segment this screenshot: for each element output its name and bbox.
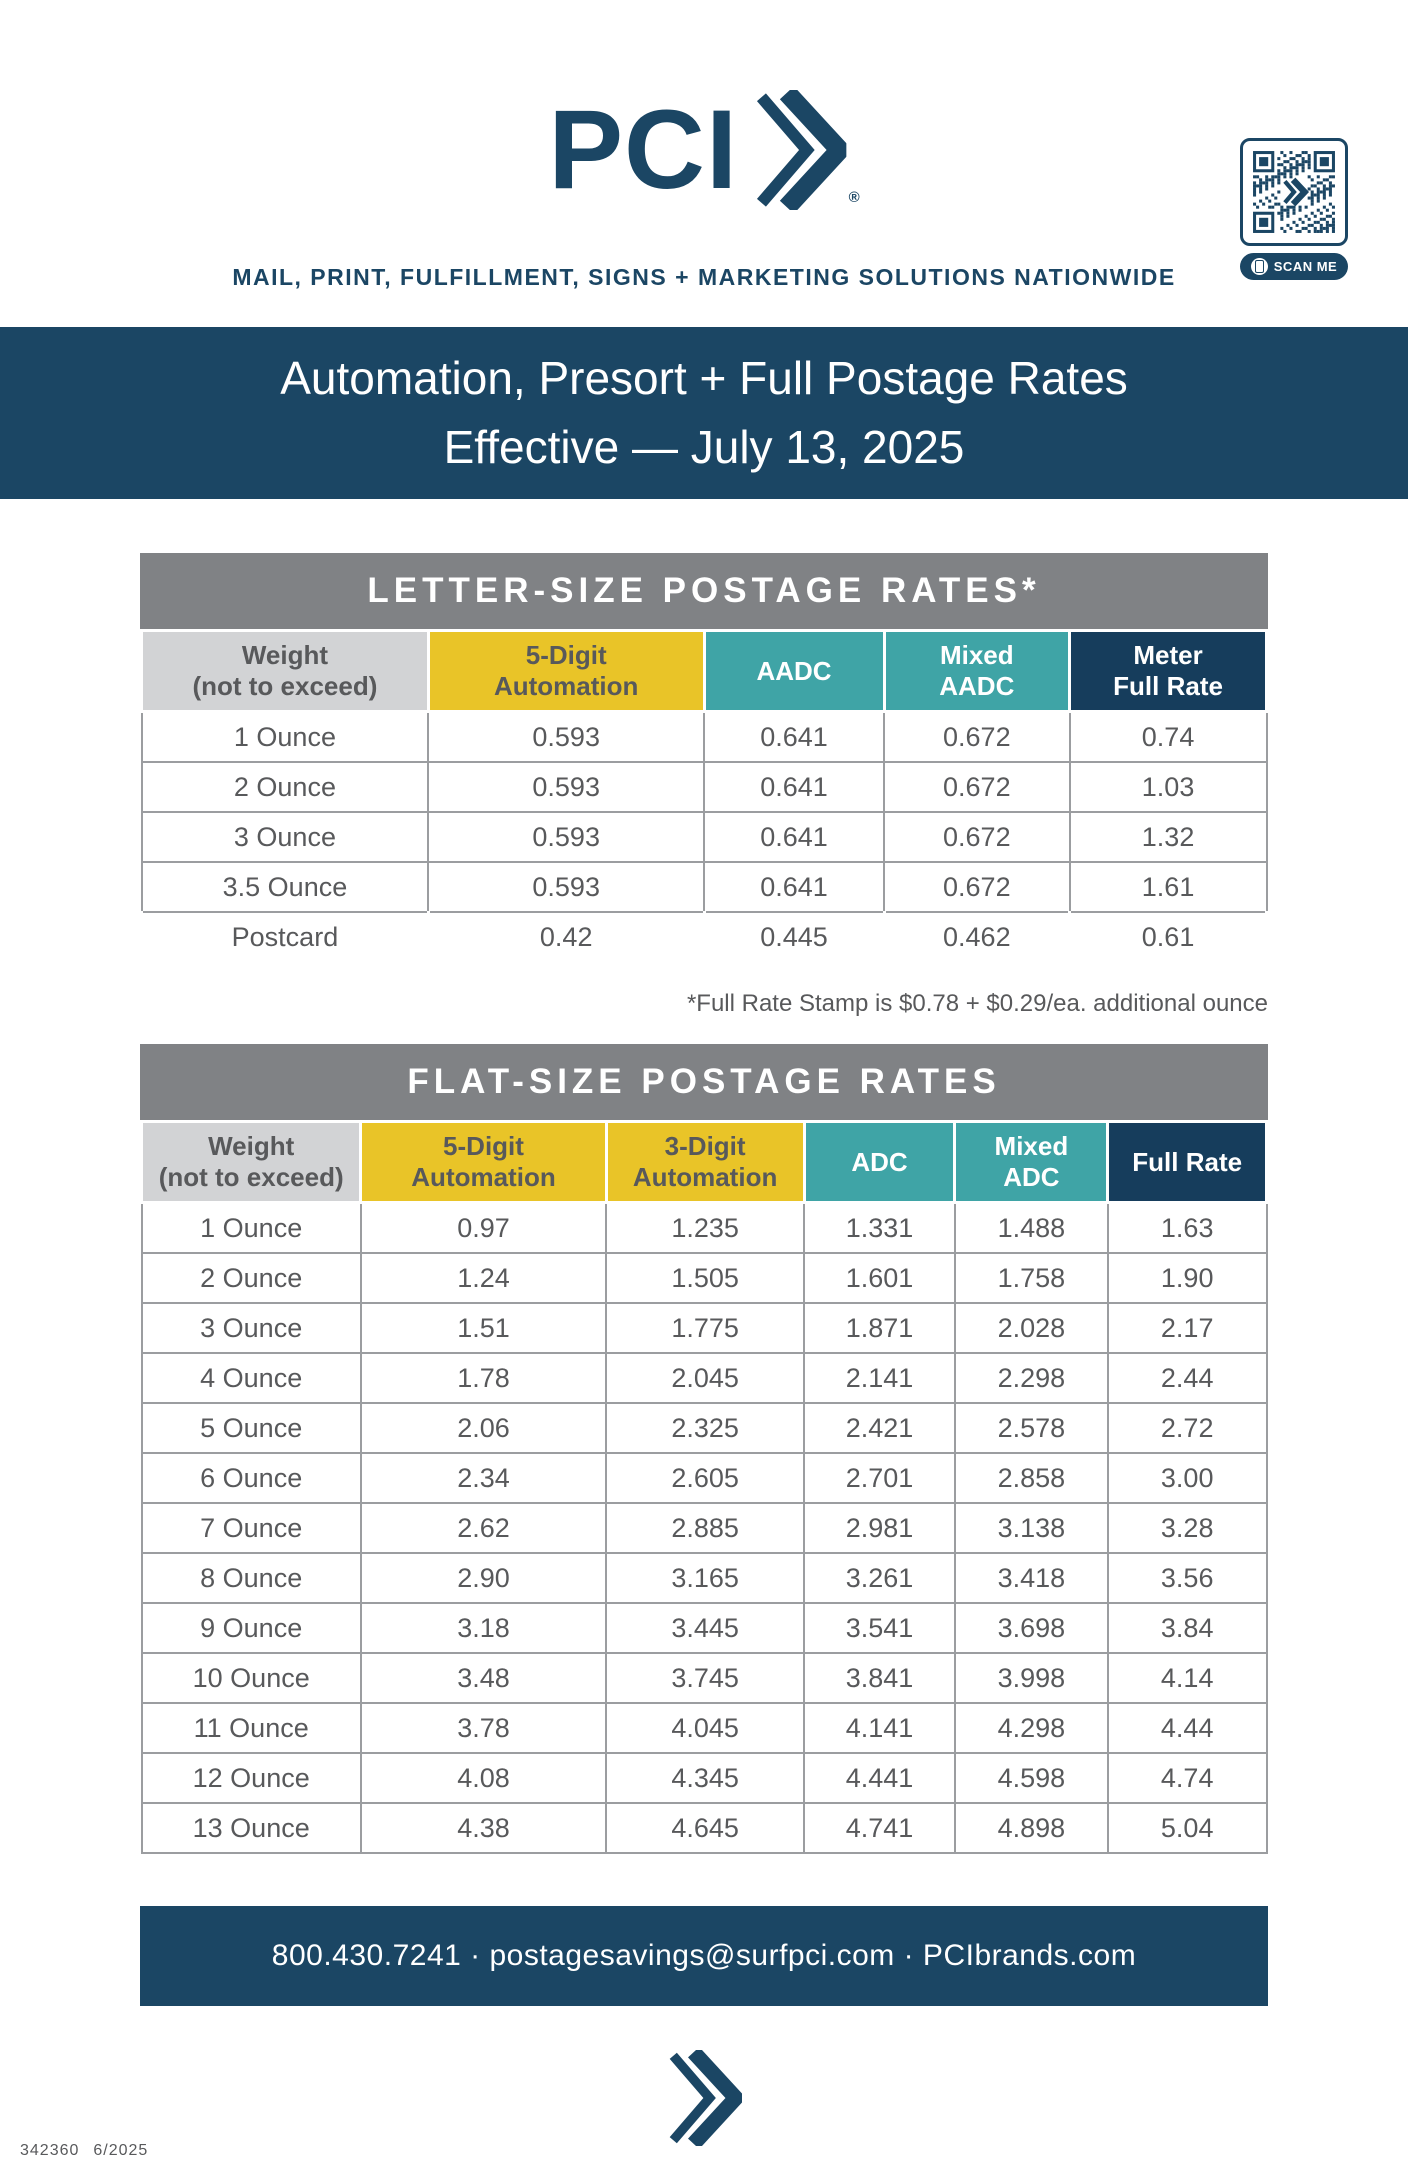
table-row bbox=[142, 1803, 1267, 1853]
table-row bbox=[142, 1453, 1267, 1503]
rate-cell: 1.24 bbox=[361, 1253, 606, 1303]
rate-cell: 1.90 bbox=[1108, 1253, 1267, 1303]
registered-mark: ® bbox=[848, 189, 860, 206]
flat-table-title: FLAT-SIZE POSTAGE RATES bbox=[140, 1044, 1268, 1120]
weight-cell: 3.5 Ounce bbox=[142, 862, 429, 912]
rate-cell: 0.672 bbox=[884, 712, 1070, 763]
rate-cell: 3.698 bbox=[955, 1603, 1108, 1653]
table-row bbox=[142, 1203, 1267, 1254]
pci-logo bbox=[548, 87, 860, 212]
rate-cell: 2.44 bbox=[1108, 1353, 1267, 1403]
weight-cell: Postcard bbox=[142, 912, 429, 963]
rate-cell: 3.28 bbox=[1108, 1503, 1267, 1553]
weight-cell: 1 Ounce bbox=[142, 1203, 361, 1254]
flat-size-rates-section bbox=[140, 1044, 1268, 1854]
rate-cell: 0.593 bbox=[428, 812, 704, 862]
rate-cell: 2.045 bbox=[606, 1353, 804, 1403]
letter-size-rates-section bbox=[140, 553, 1268, 964]
rate-cell: 4.74 bbox=[1108, 1753, 1267, 1803]
column-header: AADC bbox=[704, 631, 884, 712]
weight-cell: 8 Ounce bbox=[142, 1553, 361, 1603]
rate-cell: 1.51 bbox=[361, 1303, 606, 1353]
qr-block bbox=[1240, 138, 1348, 280]
rate-cell: 2.90 bbox=[361, 1553, 606, 1603]
rate-cell: 3.541 bbox=[804, 1603, 955, 1653]
table-row bbox=[142, 1703, 1267, 1753]
rate-cell: 2.06 bbox=[361, 1403, 606, 1453]
rate-cell: 0.61 bbox=[1070, 912, 1267, 963]
column-header: ADC bbox=[804, 1122, 955, 1203]
rate-cell: 0.641 bbox=[704, 712, 884, 763]
doc-date-code: 6/2025 bbox=[93, 2142, 149, 2159]
weight-cell: 9 Ounce bbox=[142, 1603, 361, 1653]
letter-rates-table bbox=[140, 629, 1268, 964]
rate-cell: 3.48 bbox=[361, 1653, 606, 1703]
column-header: 5-Digit Automation bbox=[361, 1122, 606, 1203]
column-header: Weight (not to exceed) bbox=[142, 631, 429, 712]
rate-cell: 1.32 bbox=[1070, 812, 1267, 862]
qr-code bbox=[1240, 138, 1348, 246]
rate-cell: 2.885 bbox=[606, 1503, 804, 1553]
rate-cell: 1.601 bbox=[804, 1253, 955, 1303]
contact-bar bbox=[140, 1906, 1268, 2006]
rate-cell: 0.593 bbox=[428, 762, 704, 812]
brand-tagline: MAIL, PRINT, FULFILLMENT, SIGNS + MARKETING SOLUTIONS NATIONWIDE bbox=[232, 264, 1176, 290]
scan-me-badge bbox=[1240, 253, 1348, 280]
rate-cell: 2.62 bbox=[361, 1503, 606, 1553]
rate-cell: 0.445 bbox=[704, 912, 884, 963]
rate-cell: 2.17 bbox=[1108, 1303, 1267, 1353]
rate-cell: 4.045 bbox=[606, 1703, 804, 1753]
table-row bbox=[142, 1403, 1267, 1453]
rate-cell: 0.672 bbox=[884, 762, 1070, 812]
header bbox=[0, 0, 1408, 242]
weight-cell: 2 Ounce bbox=[142, 762, 429, 812]
rate-cell: 1.331 bbox=[804, 1203, 955, 1254]
pci-chevron-icon bbox=[752, 90, 860, 210]
doc-number: 342360 bbox=[20, 2142, 80, 2159]
table-row bbox=[142, 1503, 1267, 1553]
rate-cell: 2.701 bbox=[804, 1453, 955, 1503]
table-row bbox=[142, 1753, 1267, 1803]
column-header: Full Rate bbox=[1108, 1122, 1267, 1203]
rate-cell: 0.74 bbox=[1070, 712, 1267, 763]
rate-cell: 3.998 bbox=[955, 1653, 1108, 1703]
weight-cell: 3 Ounce bbox=[142, 1303, 361, 1353]
rate-cell: 0.593 bbox=[428, 862, 704, 912]
rate-cell: 3.841 bbox=[804, 1653, 955, 1703]
rate-cell: 1.775 bbox=[606, 1303, 804, 1353]
table-row bbox=[142, 762, 1267, 812]
scan-me-label: SCAN ME bbox=[1273, 259, 1338, 274]
rate-cell: 0.672 bbox=[884, 862, 1070, 912]
rate-cell: 2.578 bbox=[955, 1403, 1108, 1453]
weight-cell: 2 Ounce bbox=[142, 1253, 361, 1303]
table-row bbox=[142, 812, 1267, 862]
banner-title-line2: Effective — July 13, 2025 bbox=[443, 421, 965, 473]
column-header: Meter Full Rate bbox=[1070, 631, 1267, 712]
rate-cell: 0.42 bbox=[428, 912, 704, 963]
contact-line: 800.430.7241 · postagesavings@surfpci.com · PCIbrands.com bbox=[271, 1939, 1137, 1972]
rate-cell: 0.641 bbox=[704, 812, 884, 862]
rate-cell: 4.441 bbox=[804, 1753, 955, 1803]
rate-cell: 2.981 bbox=[804, 1503, 955, 1553]
rate-cell: 4.741 bbox=[804, 1803, 955, 1853]
rate-cell: 4.898 bbox=[955, 1803, 1108, 1853]
rate-cell: 4.38 bbox=[361, 1803, 606, 1853]
weight-cell: 1 Ounce bbox=[142, 712, 429, 763]
table-row bbox=[142, 712, 1267, 763]
weight-cell: 10 Ounce bbox=[142, 1653, 361, 1703]
rate-cell: 4.298 bbox=[955, 1703, 1108, 1753]
table-row bbox=[142, 1353, 1267, 1403]
rate-cell: 3.00 bbox=[1108, 1453, 1267, 1503]
flat-header-row bbox=[142, 1122, 1267, 1203]
pci-logo-text: PCI bbox=[548, 87, 739, 212]
rate-cell: 2.858 bbox=[955, 1453, 1108, 1503]
rate-cell: 5.04 bbox=[1108, 1803, 1267, 1853]
rate-cell: 2.325 bbox=[606, 1403, 804, 1453]
rate-cell: 3.745 bbox=[606, 1653, 804, 1703]
rate-cell: 2.141 bbox=[804, 1353, 955, 1403]
table-row bbox=[142, 912, 1267, 963]
bottom-chevron-icon bbox=[0, 2050, 1408, 2151]
rate-cell: 1.235 bbox=[606, 1203, 804, 1254]
rate-cell: 2.421 bbox=[804, 1403, 955, 1453]
rate-cell: 0.97 bbox=[361, 1203, 606, 1254]
rate-cell: 1.63 bbox=[1108, 1203, 1267, 1254]
rate-cell: 1.505 bbox=[606, 1253, 804, 1303]
rate-cell: 4.345 bbox=[606, 1753, 804, 1803]
rate-cell: 1.78 bbox=[361, 1353, 606, 1403]
table-row bbox=[142, 1253, 1267, 1303]
weight-cell: 3 Ounce bbox=[142, 812, 429, 862]
table-row bbox=[142, 1603, 1267, 1653]
rate-cell: 4.141 bbox=[804, 1703, 955, 1753]
weight-cell: 6 Ounce bbox=[142, 1453, 361, 1503]
rate-cell: 0.641 bbox=[704, 762, 884, 812]
letter-header-row bbox=[142, 631, 1267, 712]
banner-title-line1: Automation, Presort + Full Postage Rates bbox=[280, 352, 1128, 404]
table-row bbox=[142, 1653, 1267, 1703]
weight-cell: 7 Ounce bbox=[142, 1503, 361, 1553]
rate-cell: 0.672 bbox=[884, 812, 1070, 862]
rate-cell: 4.14 bbox=[1108, 1653, 1267, 1703]
rate-cell: 1.61 bbox=[1070, 862, 1267, 912]
table-row bbox=[142, 862, 1267, 912]
rate-cell: 1.488 bbox=[955, 1203, 1108, 1254]
rate-cell: 4.44 bbox=[1108, 1703, 1267, 1753]
rate-cell: 0.641 bbox=[704, 862, 884, 912]
rate-cell: 2.298 bbox=[955, 1353, 1108, 1403]
column-header: Weight (not to exceed) bbox=[142, 1122, 361, 1203]
rate-cell: 4.08 bbox=[361, 1753, 606, 1803]
phone-icon bbox=[1251, 258, 1268, 275]
rate-cell: 0.462 bbox=[884, 912, 1070, 963]
rate-cell: 0.593 bbox=[428, 712, 704, 763]
rate-cell: 1.758 bbox=[955, 1253, 1108, 1303]
weight-cell: 11 Ounce bbox=[142, 1703, 361, 1753]
title-banner bbox=[0, 327, 1408, 499]
rate-cell: 4.598 bbox=[955, 1753, 1108, 1803]
rate-cell: 3.78 bbox=[361, 1703, 606, 1753]
full-rate-footnote: *Full Rate Stamp is $0.78 + $0.29/ea. additional ounce bbox=[686, 990, 1268, 1017]
rate-cell: 1.871 bbox=[804, 1303, 955, 1353]
doc-meta bbox=[20, 2142, 162, 2160]
rate-cell: 3.56 bbox=[1108, 1553, 1267, 1603]
rate-cell: 3.18 bbox=[361, 1603, 606, 1653]
weight-cell: 12 Ounce bbox=[142, 1753, 361, 1803]
rate-cell: 3.165 bbox=[606, 1553, 804, 1603]
rate-cell: 3.84 bbox=[1108, 1603, 1267, 1653]
weight-cell: 5 Ounce bbox=[142, 1403, 361, 1453]
rate-cell: 1.03 bbox=[1070, 762, 1267, 812]
rate-cell: 2.72 bbox=[1108, 1403, 1267, 1453]
weight-cell: 4 Ounce bbox=[142, 1353, 361, 1403]
rate-cell: 2.605 bbox=[606, 1453, 804, 1503]
weight-cell: 13 Ounce bbox=[142, 1803, 361, 1853]
column-header: Mixed AADC bbox=[884, 631, 1070, 712]
rate-cell: 3.445 bbox=[606, 1603, 804, 1653]
column-header: 5-Digit Automation bbox=[428, 631, 704, 712]
column-header: Mixed ADC bbox=[955, 1122, 1108, 1203]
table-row bbox=[142, 1553, 1267, 1603]
table-row bbox=[142, 1303, 1267, 1353]
rate-cell: 4.645 bbox=[606, 1803, 804, 1853]
letter-table-title: LETTER-SIZE POSTAGE RATES* bbox=[140, 553, 1268, 629]
rate-cell: 2.34 bbox=[361, 1453, 606, 1503]
rate-cell: 3.138 bbox=[955, 1503, 1108, 1553]
rate-cell: 2.028 bbox=[955, 1303, 1108, 1353]
flat-rates-table bbox=[140, 1120, 1268, 1854]
rate-cell: 3.261 bbox=[804, 1553, 955, 1603]
column-header: 3-Digit Automation bbox=[606, 1122, 804, 1203]
rate-cell: 3.418 bbox=[955, 1553, 1108, 1603]
